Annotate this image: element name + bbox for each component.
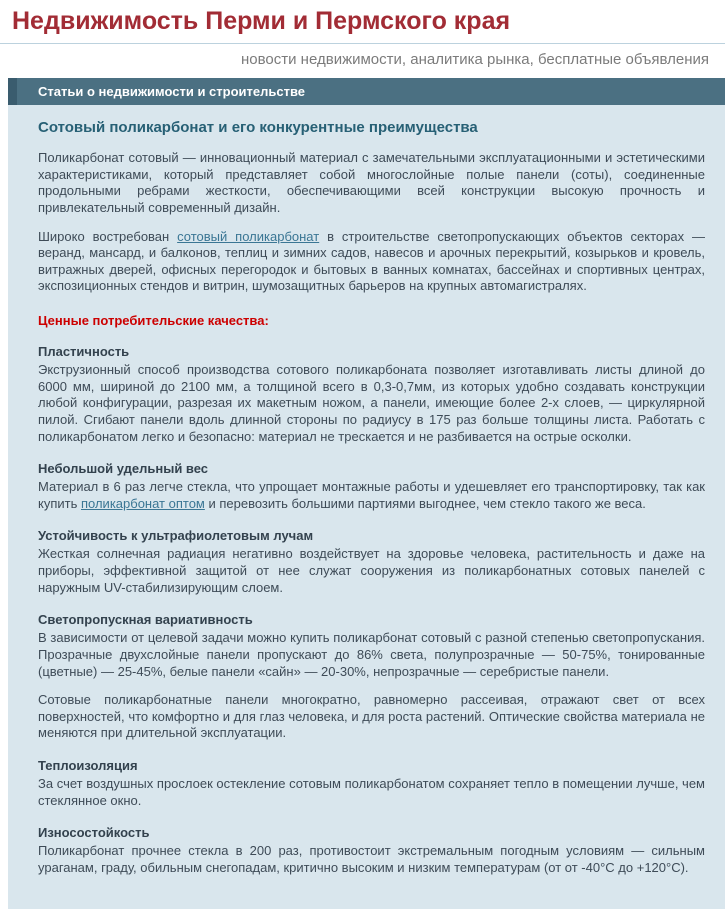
section-title-thermal: Теплоизоляция [38, 758, 138, 773]
article [8, 105, 725, 909]
paragraph-text: и перевозить большими партиями выгоднее, чем стекло такого же веса. [204, 495, 646, 511]
section-text-light-1: В зависимости от целевой задачи можно купить поликарбонат сотовый с разной степенью светопропускания. Прозрачные двухслойные панели пропускают до 86% света, полупрозрачные — 50-75%, тонированные (цветные) — 25-45%, белые панели «сайн» — 20-30%, непрозрачные — серебристые панели. [38, 630, 705, 679]
article-title: Сотовый поликарбонат и его конкурентные преимущества [38, 119, 478, 136]
section-text-plasticity: Экструзионный способ производства сотового поликарбоната позволяет изготавливать листы длиной до 6000 мм, шириной до 2100 мм, а толщиной всего в 0,3-0,7мм, из которых удобно создавать конструкции любой конфигурации, разрезая их макетным ножом, а панели, имеющие более 2-х слоев, — циркулярной пилой. Сгибают панели вдоль длинной стороны по радиусу в 175 раз больше толщины листа. Работать с поликарбонатом легко и безопасно: материал не трескается и не разбивается на острые осколки. [38, 362, 705, 444]
section-title-plasticity: Пластичность [38, 344, 130, 359]
intro-paragraph: Поликарбонат сотовый — инновационный материал с замечательными эксплуатационными и эстетическими характеристиками, который представляет собой многослойные полые панели (соты), соединенные продольными ребрами жесткости, обеспечивающими всей конструкции высокую прочность и привлекательный современный дизайн. [38, 150, 705, 215]
section-text-light-2: Сотовые поликарбонатные панели многократно, равномерно рассеивая, отражают свет от всех поверхностей, что комфортно и для глаз человека, и для роста растений. Оптические свойства материала не меняются при длительной эксплуатации. [38, 692, 705, 741]
section-title-light: Светопропускная вариативность [38, 612, 253, 628]
paragraph-text: Широко востребован [38, 228, 178, 244]
paragraph-text: в строительстве светопропускающих объектов секторах — веранд, мансард, и балконов, теплиц и зимних садов, навесов и арочных перекрытий, козырьков и кровель, витражных дверей, офисных перегородок и бытовых в ванных комнатах, бассейнах и спортивных центрах, экспозиционных стендов и витрин, шумозащитных барьеров на крупных автомагистралях. [38, 228, 705, 294]
qualities-heading: Ценные потребительские качества: [38, 313, 269, 328]
section-bar-title: Статьи о недвижимости и строительстве [38, 84, 306, 99]
section-bar [8, 78, 725, 105]
section-title-uv: Устойчивость к ультрафиолетовым лучам [38, 528, 314, 544]
section-text-durability: Поликарбонат прочнее стекла в 200 раз, противостоит экстремальным погодным условиям — сильным ураганам, граду, обильным снегопадам, критично высоким и низким температурам (от от -40°C до +120°C). [38, 843, 705, 875]
section-text-thermal: За счет воздушных прослоек остекление сотовым поликарбонатом сохраняет тепло в помещении лучше, чем стеклянное окно. [38, 776, 705, 808]
site-tagline: новости недвижимости, аналитика рынка, бесплатные объявления [241, 51, 709, 68]
section-text-uv: Жесткая солнечная радиация негативно воздействует на здоровье человека, растительность и даже на приборы, эффективной защитой от нее служат сооружения из поликарбонатных сотовых панелей с наружным UV-стабилизирующим слоем. [38, 546, 705, 595]
site-header [0, 0, 725, 78]
section-title-durability: Износостойкость [38, 825, 150, 841]
demand-paragraph [38, 229, 705, 296]
section-bar-accent [8, 78, 17, 105]
section-text-weight [38, 479, 705, 512]
paragraph-text: Материал в 6 раз легче стекла, что упрощает монтажные работы и удешевляет его транспортировку, так как купить [38, 479, 705, 511]
site-title[interactable]: Недвижимость Перми и Пермского края [0, 5, 725, 44]
wholesale-polycarbonate-link[interactable]: поликарбонат оптом [80, 495, 205, 511]
section-title-weight: Небольшой удельный вес [38, 461, 209, 477]
polycarbonate-link[interactable]: сотовый поликарбонат [177, 228, 320, 244]
